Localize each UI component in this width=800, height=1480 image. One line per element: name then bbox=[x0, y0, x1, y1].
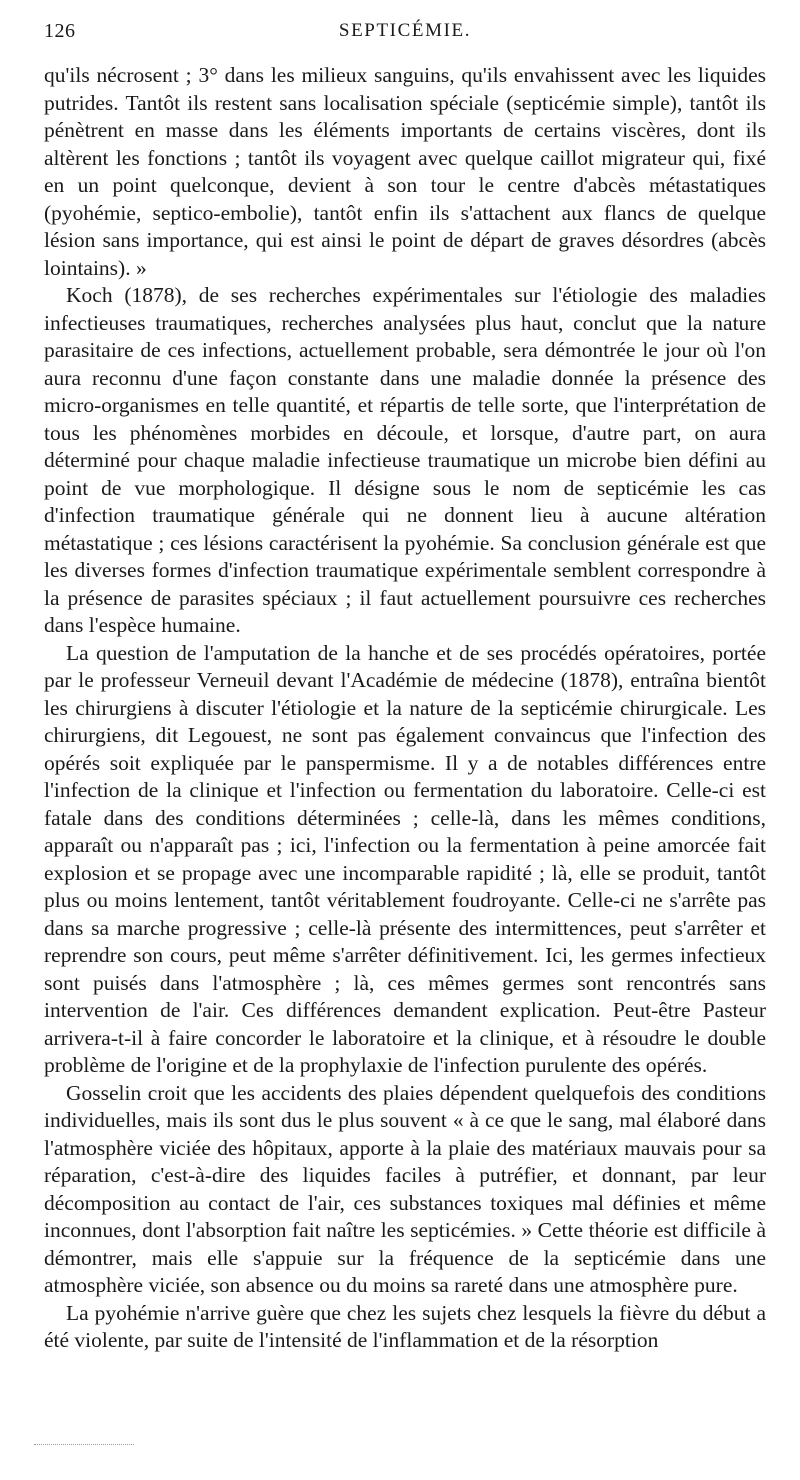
page-number: 126 bbox=[44, 20, 76, 42]
running-title: SEPTICÉMIE. bbox=[338, 20, 472, 41]
paragraph-continued: qu'ils nécrosent ; 3° dans les milieux sanguins, qu'ils envahissent avec les liquides putrides. Tantôt ils restent sans localisation spéciale (septicémie simple), tantôt ils pénètrent en masse dans les éléments importants de certains viscères, dont ils altèrent les fonctions ; tantôt ils voyagent avec quelque caillot migrateur qui, fixé en un point quelconque, devient à son tour le centre d'abcès métastatiques (pyohémie, septico-embolie), tantôt enfin ils s'attachent aux flancs de quelque lésion sans importance, qui est ainsi le point de départ de graves désordres (abcès lointains). » bbox=[44, 63, 766, 280]
body-text bbox=[44, 62, 766, 1355]
paragraph-koch: Koch (1878), de ses recherches expérimentales sur l'étiologie des maladies infectieuses traumatiques, recherches analysées plus haut, conclut que la nature parasitaire de ces infections, actuellement probable, sera démontrée le jour où l'on aura reconnu d'une façon constante dans une maladie donnée la présence des micro-organismes en telle quantité, et répartis de telle sorte, que l'interprétation de tous les phénomènes morbides en découle, et lorsque, d'autre part, on aura déterminé pour chaque maladie infectieuse traumatique un microbe bien défini au point de vue morphologique. Il désigne sous le nom de septicémie les cas d'infection traumatique générale qui ne donnent lieu à aucune altération métastatique ; ces lésions caractérisent la pyohémie. Sa conclusion générale est que les diverses formes d'infection traumatique expérimentale semblent correspondre à la présence de parasites spéciaux ; il faut actuellement poursuivre ces recherches dans l'espèce humaine. bbox=[44, 283, 766, 637]
paragraph-amputation: La question de l'amputation de la hanche et de ses procédés opératoires, portée par le professeur Verneuil devant l'Académie de médecine (1878), entraîna bientôt les chirurgiens à discuter l'étiologie et la nature de la septicémie chirurgicale. Les chirurgiens, dit Legouest, ne sont pas également convaincus que l'infection des opérés soit expliquée par le panspermisme. Il y a de notables différences entre l'infection de la clinique et l'infection ou fermentation du laboratoire. Celle-ci est fatale dans des conditions déterminées ; celle-là, dans les mêmes conditions, apparaît ou n'apparaît pas ; ici, l'infection ou la fermentation à peine amorcée fait explosion et se propage avec une incomparable rapidité ; là, elle se produit, tantôt plus ou moins lentement, tantôt véritablement foudroyante. Celle-ci ne s'arrête pas dans sa marche progressive ; celle-là présente des intermittences, peut s'arrêter et reprendre son cours, peut même s'arrêter définitivement. Ici, les germes infectieux sont puisés dans l'atmosphère ; là, ces mêmes germes sont rencontrés sans intervention de l'air. Ces différences demandent explication. Peut-être Pasteur arrivera-t-il à faire concorder le laboratoire et la clinique, et à résoudre le double problème de l'origine et de la prophylaxie de l'infection purulente des opérés. bbox=[44, 640, 766, 1077]
paragraph-pyohemie: La pyohémie n'arrive guère que chez les sujets chez lesquels la fièvre du début a été violente, par suite de l'intensité de l'inflammation et de la résorption bbox=[44, 1300, 766, 1352]
document-page bbox=[44, 20, 766, 1355]
page-header bbox=[44, 20, 766, 50]
paragraph-gosselin: Gosselin croit que les accidents des plaies dépendent quelquefois des conditions individuelles, mais ils sont dus le plus souvent « à ce que le sang, mal élaboré dans l'atmosphère viciée des hôpitaux, apporte à la plaie des matériaux mauvais pour sa réparation, c'est-à-dire des liquides faciles à putréfier, et donnant, par leur décomposition au contact de l'air, ces substances toxiques mal définies et même inconnues, dont l'absorption fait naître les septicémies. » Cette théorie est difficile à démontrer, mais elle s'appuie sur la fréquence de la septicémie dans une atmosphère viciée, son absence ou du moins sa rareté dans une atmosphère pure. bbox=[44, 1080, 766, 1297]
footer-rule bbox=[34, 1444, 134, 1445]
